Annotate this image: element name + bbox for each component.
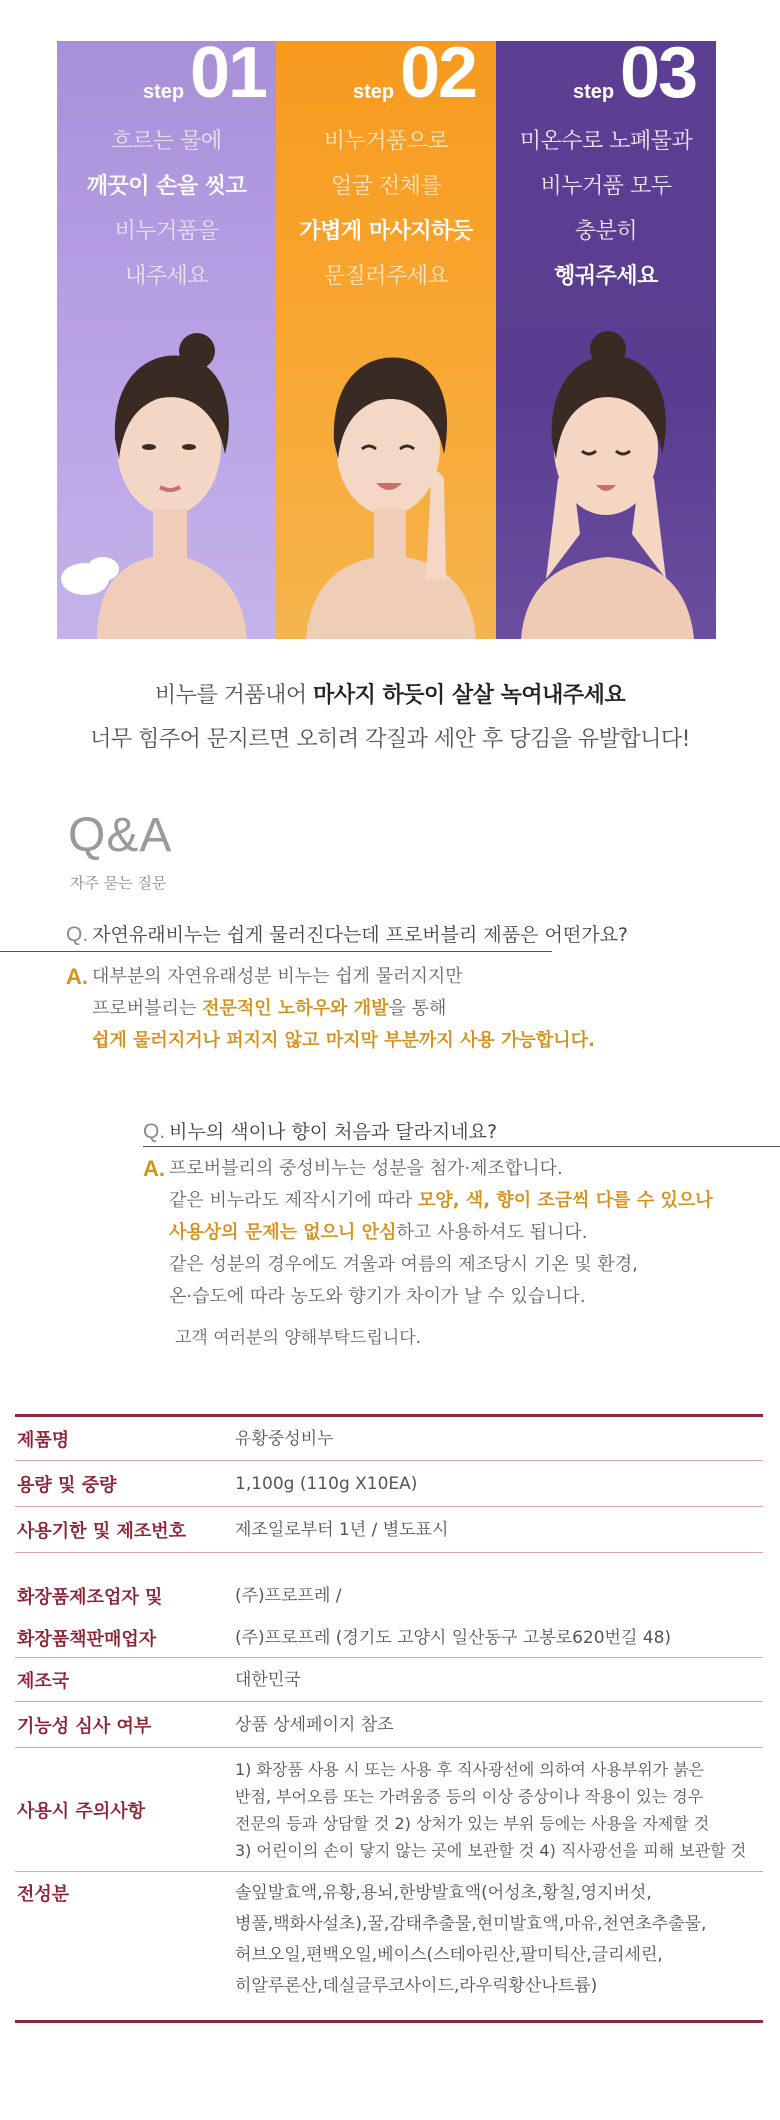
info-value-line: 병풀,백화사설초),꿀,감태추출물,현미발효액,마유,천연초추출물, (235, 1914, 707, 1934)
info-label: 사용시 주의사항 (17, 1800, 145, 1822)
question-mark: Q. (143, 1120, 166, 1143)
answer-emphasis: 사용상의 문제는 없으니 안심 (169, 1222, 397, 1243)
question-2 (143, 1117, 497, 1144)
step-panel-2 (276, 41, 496, 639)
qa-title: Q&A (68, 809, 173, 862)
info-label: 제품명 (17, 1429, 70, 1451)
question-text: 비누의 색이나 향이 처음과 달라지네요? (169, 1121, 498, 1143)
step-instructions-3 (496, 119, 716, 299)
usage-intro (0, 672, 780, 760)
answer-line (66, 993, 686, 1025)
info-value: 상품 상세페이지 참조 (235, 1714, 394, 1735)
question-mark: Q. (66, 923, 89, 946)
info-label: 기능성 심사 여부 (17, 1715, 152, 1737)
answer-text: 프로버블리는 (92, 998, 203, 1019)
step-line: 미온수로 노폐물과 (519, 129, 693, 154)
question-divider (0, 951, 552, 952)
step-heading-2 (276, 41, 496, 111)
step-line: 내주세요 (124, 264, 208, 289)
intro-line-1-bold: 마사지 하듯이 살살 녹여내주세요 (313, 683, 626, 708)
info-value-line: 3) 어린이의 손이 닿지 않는 곳에 보관할 것 4) 직사광선을 피해 보관할 것 (235, 1840, 747, 1860)
answer-emphasis: 전문적인 노하우와 개발 (202, 998, 389, 1019)
step-instructions-2 (276, 119, 496, 299)
step-line-highlight: 깨끗이 손을 씻고 (86, 174, 247, 199)
info-row-manufacturer (15, 1573, 763, 1618)
model-photo-1 (57, 329, 276, 639)
question-text: 자연유래비누는 쉽게 물러진다는데 프로버블리 제품은 어떤가요? (92, 924, 629, 946)
answer-text: 을 통해 (388, 998, 447, 1019)
info-row-volume (15, 1461, 763, 1507)
step-number: 02 (400, 41, 477, 113)
step-line: 흐르는 물에 (111, 129, 222, 154)
qa-subtitle: 자주 묻는 질문 (70, 874, 167, 892)
step-number: 01 (190, 41, 267, 113)
step-heading-1 (57, 41, 276, 111)
info-value: (주)프로프레 / (235, 1585, 342, 1606)
info-value: (주)프로프레 (경기도 고양시 일산동구 고봉로620번길 48) (235, 1627, 672, 1648)
answer-text: 하고 사용하셔도 됩니다. (396, 1222, 588, 1243)
thanks-note: 고객 여러분의 양해부탁드립니다. (175, 1328, 422, 1348)
step-heading-3 (496, 41, 716, 111)
answer-line (143, 1185, 763, 1217)
info-value-line: 전문의 등과 상담할 것 2) 상처가 있는 부위 등에는 사용을 자제할 것 (235, 1813, 710, 1833)
step-instructions-1 (57, 119, 276, 299)
info-row-distributor (15, 1618, 763, 1658)
step-line: 비누거품 모두 (540, 174, 672, 199)
steps-banner (57, 41, 716, 639)
model-photo-2 (276, 329, 496, 639)
question-1 (66, 920, 628, 947)
answer-line: 같은 성분의 경우에도 겨울과 여름의 제조당시 기온 및 환경, (169, 1254, 638, 1275)
info-value (235, 1878, 763, 2002)
question-divider (143, 1146, 780, 1147)
answer-mark: A. (143, 1156, 165, 1181)
step-panel-1 (57, 41, 276, 639)
info-row-country (15, 1658, 763, 1702)
step-word: step (143, 81, 185, 103)
intro-line-2: 너무 힘주어 문지르면 오히려 각질과 세안 후 당김을 유발합니다! (90, 727, 690, 752)
step-line: 얼굴 전체를 (330, 174, 442, 199)
answer-line: 프로버블리의 중성비누는 성분을 첨가·제조합니다. (169, 1158, 563, 1179)
table-bottom-rule (15, 2020, 763, 2023)
info-value (235, 1756, 763, 1864)
info-value: 유황중성비누 (235, 1428, 334, 1449)
step-word: step (353, 81, 395, 103)
info-label: 제조국 (17, 1670, 70, 1692)
info-value-line: 솔잎발효액,유황,용뇌,한방발효액(어성초,황칠,영지버섯, (235, 1883, 652, 1903)
info-row-ingredients (15, 1872, 763, 2020)
step-line: 비누거품을 (114, 219, 219, 244)
info-row-precautions (15, 1748, 763, 1872)
answer-text: 같은 비누라도 제작시기에 따라 (169, 1190, 418, 1211)
info-row-product-name (15, 1417, 763, 1461)
info-row-expiry (15, 1507, 763, 1553)
info-label: 전성분 (17, 1884, 70, 1905)
step-line: 비누거품으로 (323, 129, 449, 154)
answer-line: 온·습도에 따라 농도와 향기가 차이가 날 수 있습니다. (169, 1286, 586, 1307)
info-value-line: 반점, 부어오름 또는 가려움증 등의 이상 증상이나 작용이 있는 경우 (235, 1786, 704, 1806)
info-value-line: 히알루론산,데실글루코사이드,라우릭황산나트륨) (235, 1976, 598, 1996)
intro-line-1-pre: 비누를 거품내어 (154, 683, 314, 708)
info-value-line: 허브오일,편백오일,베이스(스테아린산,팔미틱산,글리세린, (235, 1945, 663, 1965)
model-photo-3 (496, 329, 716, 639)
answer-line (143, 1217, 763, 1249)
info-value: 제조일로부터 1년 / 별도표시 (235, 1519, 449, 1540)
answer-1 (66, 961, 686, 1057)
info-label: 용량 및 중량 (17, 1474, 117, 1496)
table-spacer (15, 1553, 763, 1573)
info-value-line: 1) 화장품 사용 시 또는 사용 후 직사광선에 의하여 사용부위가 붉은 (235, 1759, 705, 1779)
info-label: 화장품책판매업자 (17, 1628, 157, 1650)
step-number: 03 (620, 41, 697, 113)
info-label: 화장품제조업자 및 (17, 1586, 163, 1608)
step-line: 충분히 (574, 219, 638, 244)
step-panel-3 (496, 41, 716, 639)
answer-emphasis-line: 쉽게 물러지거나 퍼지지 않고 마지막 부분까지 사용 가능합니다. (92, 1030, 595, 1051)
info-value: 대한민국 (235, 1669, 301, 1690)
answer-mark: A. (66, 964, 88, 989)
step-line-highlight: 헹궈주세요 (554, 264, 658, 289)
step-line-highlight: 가볍게 마사지하듯 (299, 219, 473, 244)
info-label: 사용기한 및 제조번호 (17, 1520, 187, 1542)
info-row-functional-review (15, 1702, 763, 1748)
intro-line-1 (0, 672, 780, 720)
answer-line: 대부분의 자연유래성분 비누는 쉽게 물러지지만 (92, 966, 463, 987)
answer-2 (143, 1153, 763, 1313)
step-word: step (573, 81, 615, 103)
product-info-table (15, 1414, 763, 2023)
step-line: 문질러주세요 (323, 264, 449, 289)
answer-emphasis: 모양, 색, 향이 조금씩 다를 수 있으나 (417, 1190, 713, 1211)
info-value: 1,100g (110g X10EA) (235, 1473, 418, 1494)
